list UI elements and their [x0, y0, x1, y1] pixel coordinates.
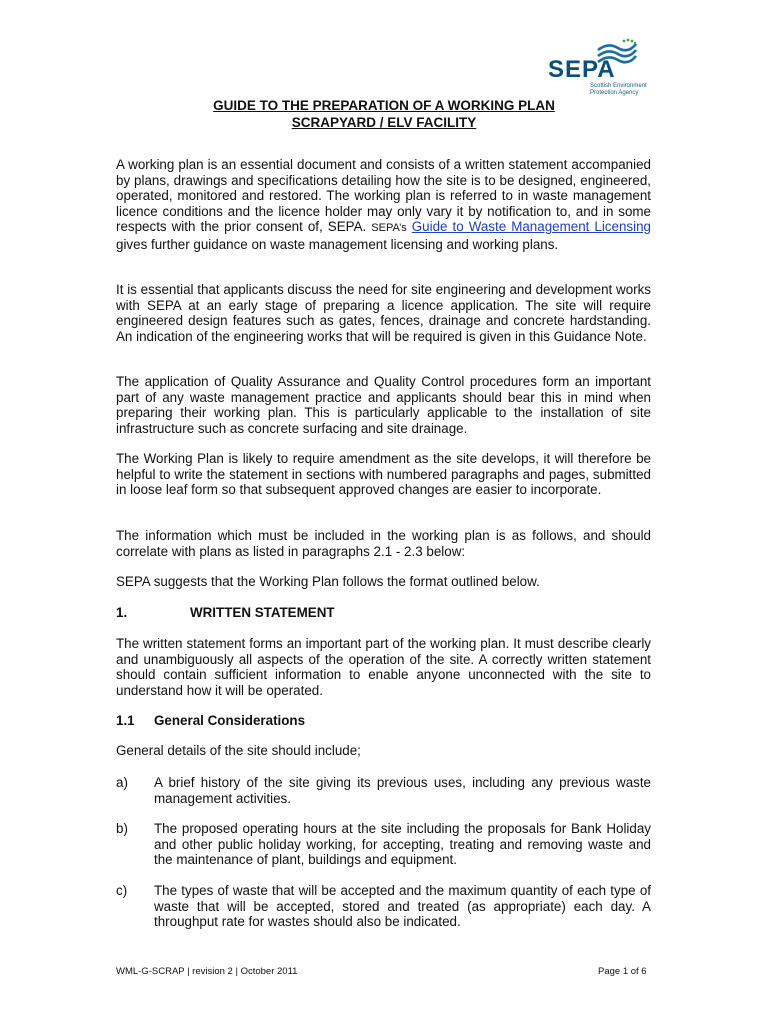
section-1-title: WRITTEN STATEMENT — [190, 605, 335, 620]
footer-document-reference: WML-G-SCRAP | revision 2 | October 2011 — [116, 966, 298, 977]
intro-paragraph-1 — [116, 157, 651, 252]
section-1-number: 1. — [116, 605, 128, 620]
intro-paragraph-2: It is essential that applicants discuss the need for site engineering and development works with SEPA at an early stage of preparing a licence application. The site will require engineered design features such as gates, fences, drainage and concrete hardstanding. An indication of the engineering works that will be required is given in this Guidance Note. — [116, 282, 651, 344]
list-item — [116, 821, 651, 868]
section-1-1-title: General Considerations — [154, 713, 306, 728]
intro-paragraph-1-tail: gives further guidance on waste management licensing and working plans. — [116, 236, 559, 252]
sepa-logo — [548, 36, 647, 100]
section-1-1-intro: General details of the site should include; — [116, 743, 361, 758]
intro-paragraph-3: The application of Quality Assurance and Quality Control procedures form an important part of any waste management practice and applicants should bear this in mind when preparing their working plan. This is particularly applicable to the installation of site infrastructure such as concrete surfacing and site drainage. — [116, 374, 651, 436]
intro-paragraph-4: The Working Plan is likely to require amendment as the site develops, it will therefore be helpful to write the statement in sections with numbered paragraphs and pages, submitted in loose leaf form so that subsequent approved changes are easier to incorporate. — [116, 451, 651, 497]
list-item-text: The types of waste that will be accepted and the maximum quantity of each type of waste that will be accepted, stored and treated (as appropriate) each day. A throughput rate for wastes should also be indicated. — [154, 883, 651, 929]
section-1-text: The written statement forms an important part of the working plan. It must describe clearly and unambiguously all aspects of the operation of the site. A correctly written statement should contain sufficient information to enable anyone unconnected with the site to understand how it will be operated. — [116, 636, 651, 698]
list-item-marker: c) — [116, 883, 128, 898]
footer-page-number: Page 1 of 6 — [598, 966, 647, 977]
intro-paragraph-5: The information which must be included in the working plan is as follows, and should correlate with plans as listed in paragraphs 2.1 - 2.3 below: — [116, 528, 651, 559]
logo-wordmark: SEPA — [548, 56, 616, 83]
list-item-marker: b) — [116, 821, 128, 836]
document-title-line1: GUIDE TO THE PREPARATION OF A WORKING PLAN — [213, 98, 555, 113]
sepas-label: SEPA’s — [371, 222, 407, 234]
list-item — [116, 883, 651, 930]
guide-link[interactable]: Guide to Waste Management Licensing — [411, 219, 651, 234]
list-item-text: A brief history of the site giving its previous uses, including any previous waste management activities. — [154, 775, 651, 806]
intro-paragraph-1-text: A working plan is an essential document and consists of a written statement accompanied by plans, drawings and specifications detailing how the site is to be designed, engineered, operated, monitored and restored. The working plan is referred to in waste management licence conditions and the licence holder may only vary it by notification to, and in some respects with the prior consent of, SEPA. — [116, 157, 651, 234]
list-item — [116, 775, 651, 806]
section-1-heading — [116, 605, 335, 620]
logo-subtitle: Scottish Environment Protection Agency — [590, 83, 647, 96]
list-item-marker: a) — [116, 775, 128, 790]
list-item-text: The proposed operating hours at the site including the proposals for Bank Holiday and other public holiday working, for accepting, treating and removing waste and the maintenance of plant, buildings and equipment. — [154, 821, 651, 867]
section-1-1-heading — [116, 713, 305, 728]
document-title-line2: SCRAPYARD / ELV FACILITY — [291, 115, 477, 130]
intro-paragraph-6: SEPA suggests that the Working Plan follows the format outlined below. — [116, 574, 540, 589]
section-1-1-number: 1.1 — [116, 713, 135, 728]
